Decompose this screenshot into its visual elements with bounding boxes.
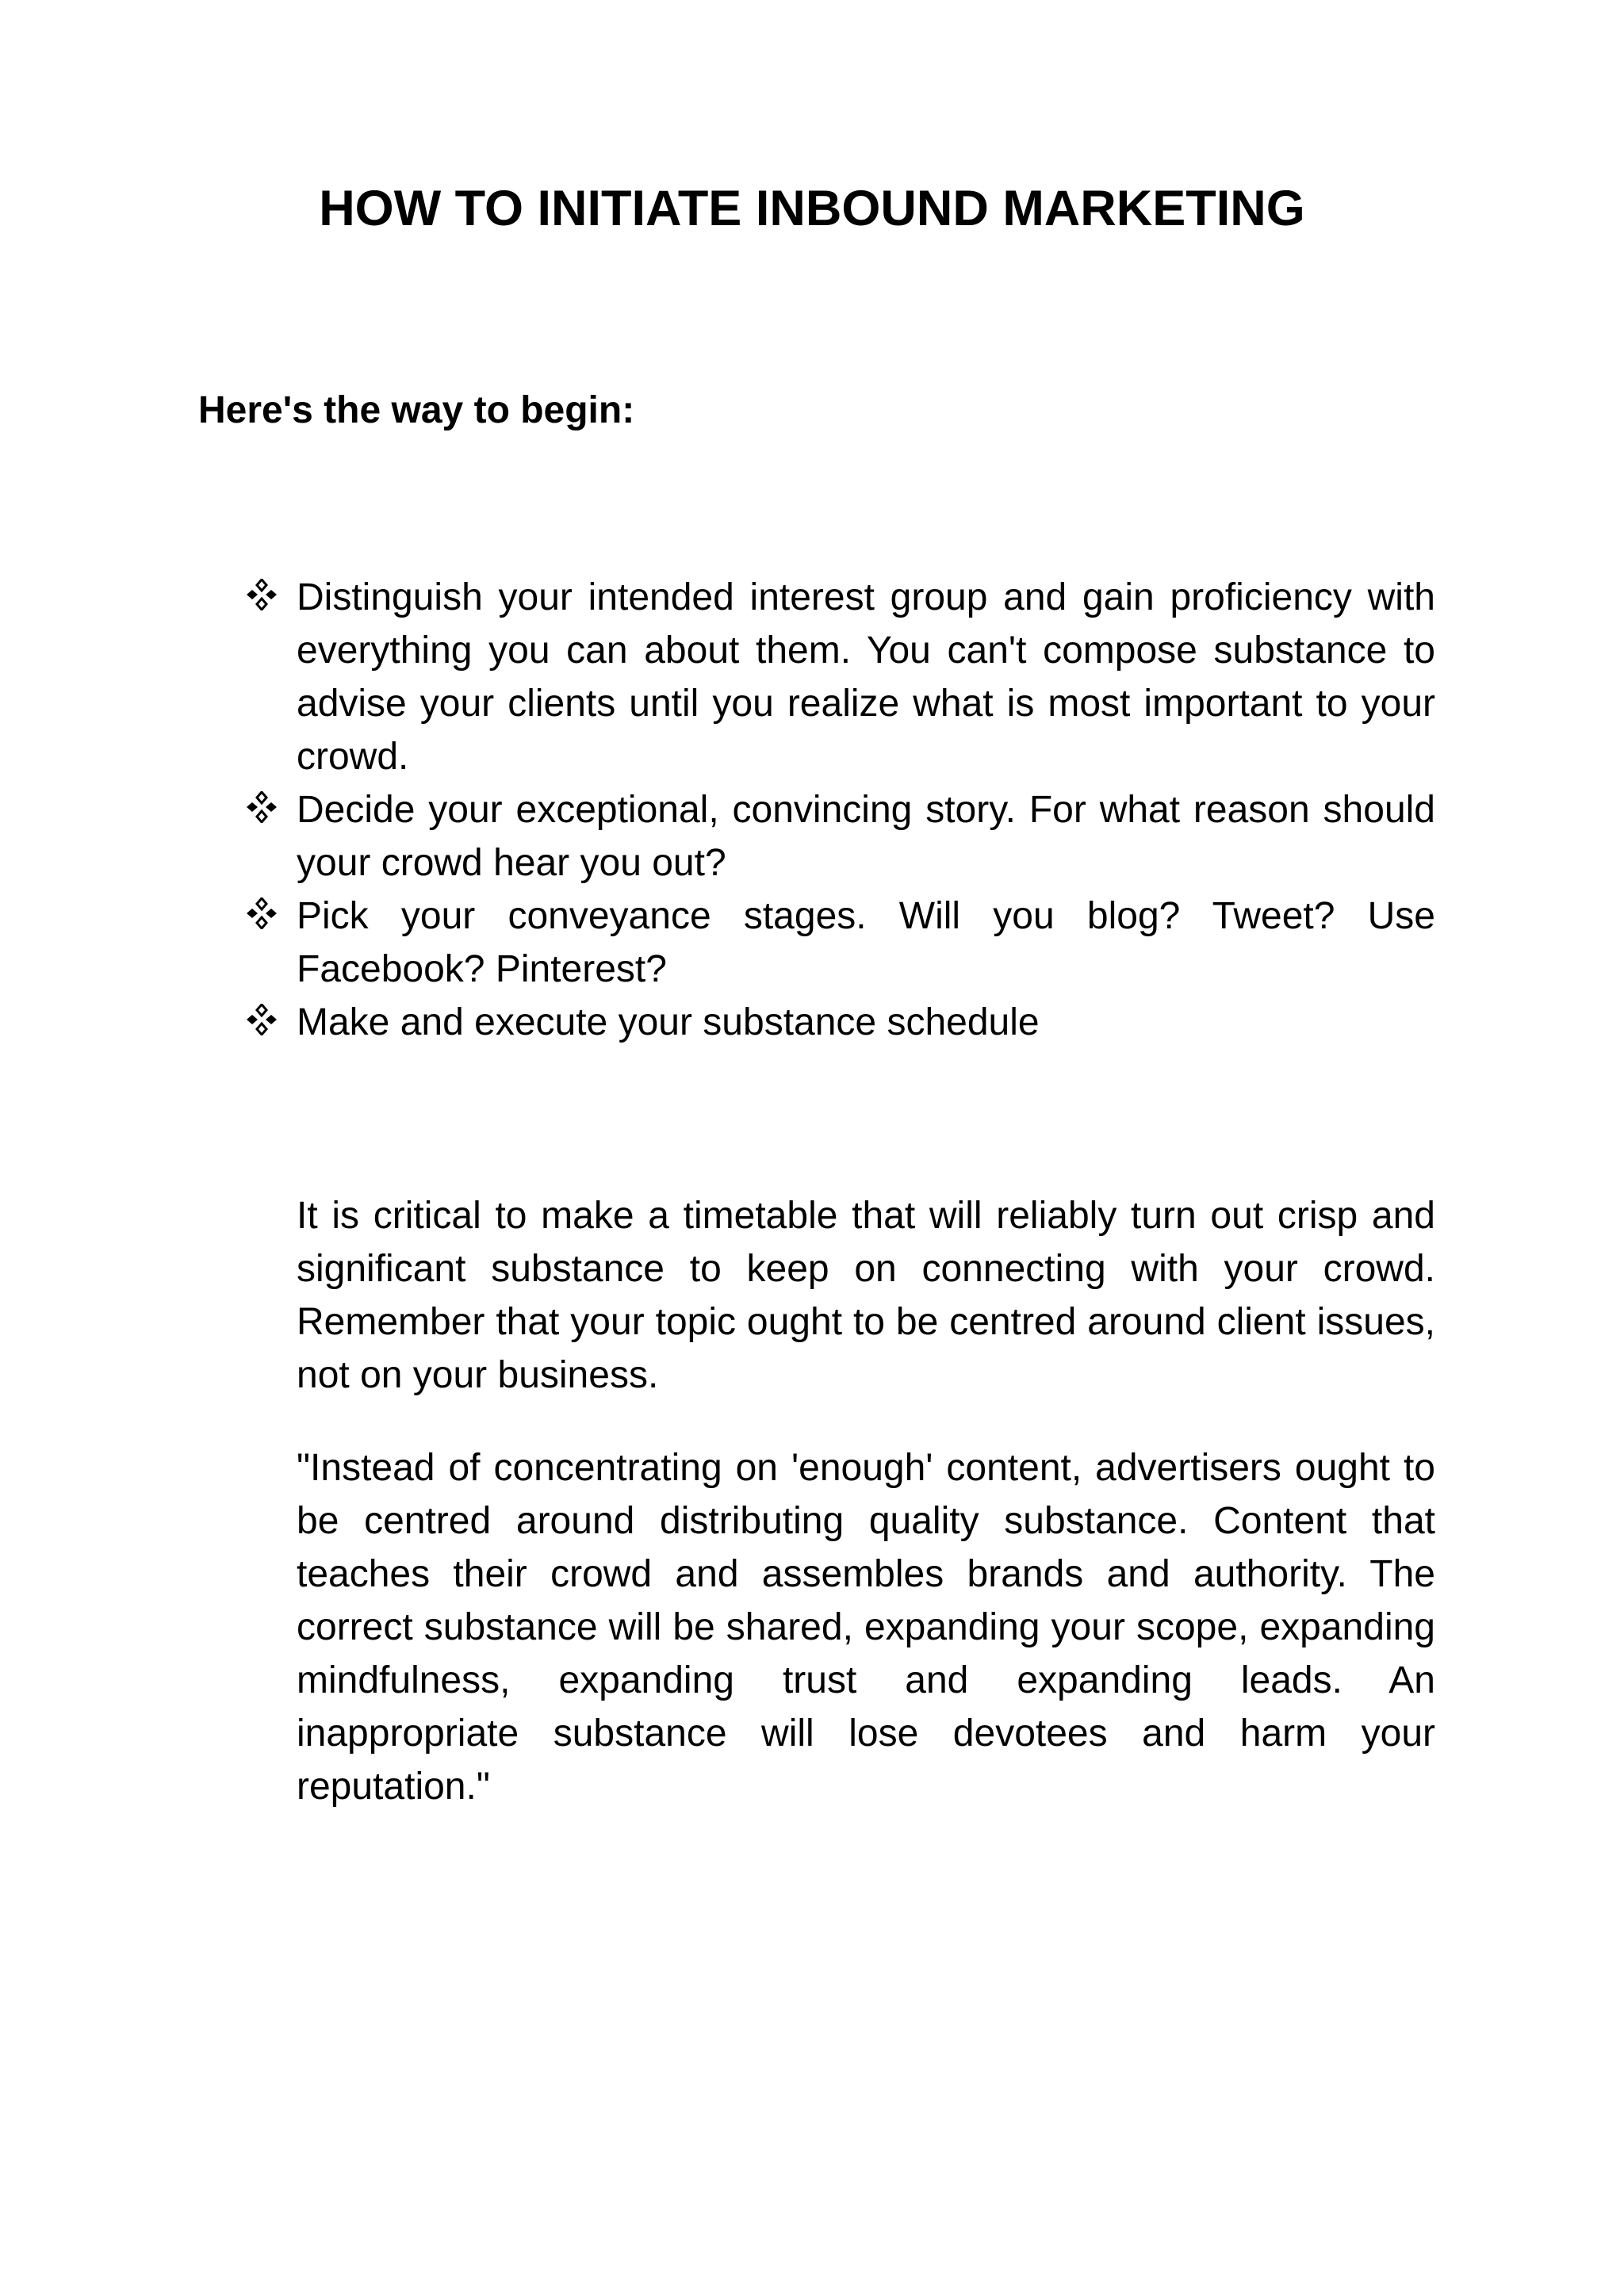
four-diamond-bullet-icon [246,897,278,929]
four-diamond-bullet-icon [246,579,278,610]
list-item [238,783,1435,890]
body-paragraph-timetable: It is critical to make a timetable that will reliably turn out crisp and significant substance to keep on connecting with your crowd. Remember that your topic ought to be centred around client issues, not on your business. [297,1195,1435,1396]
page-title: HOW TO INITIATE INBOUND MARKETING [319,181,1305,236]
four-diamond-bullet-icon [246,791,278,823]
list-item-text: Decide your exceptional, convincing story. For what reason should your crowd hear you out? [297,789,1435,884]
intro-heading: Here's the way to begin: [198,389,635,431]
list-item [238,571,1435,783]
list-item [238,996,1435,1049]
four-diamond-bullet-icon [246,1004,278,1035]
steps-list [238,571,1435,1049]
list-item-text: Make and execute your substance schedule [297,1001,1040,1043]
list-item-text: Distinguish your intended interest group and gain proficiency with everything you can about them. You can't compose substance to advise your clients until you realize what is most important to your crowd. [297,576,1435,778]
list-item [238,890,1435,996]
body-paragraph-quote: "Instead of concentrating on 'enough' content, advertisers ought to be centred around distributing quality substance. Content that teaches their crowd and assembles brands and authority. The correct substance will be shared, expanding your scope, expanding mindfulness, expanding trust and expanding leads. An inappropriate substance will lose devotees and harm your reputation." [297,1447,1435,1808]
list-item-text: Pick your conveyance stages. Will you blog? Tweet? Use Facebook? Pinterest? [297,895,1435,990]
